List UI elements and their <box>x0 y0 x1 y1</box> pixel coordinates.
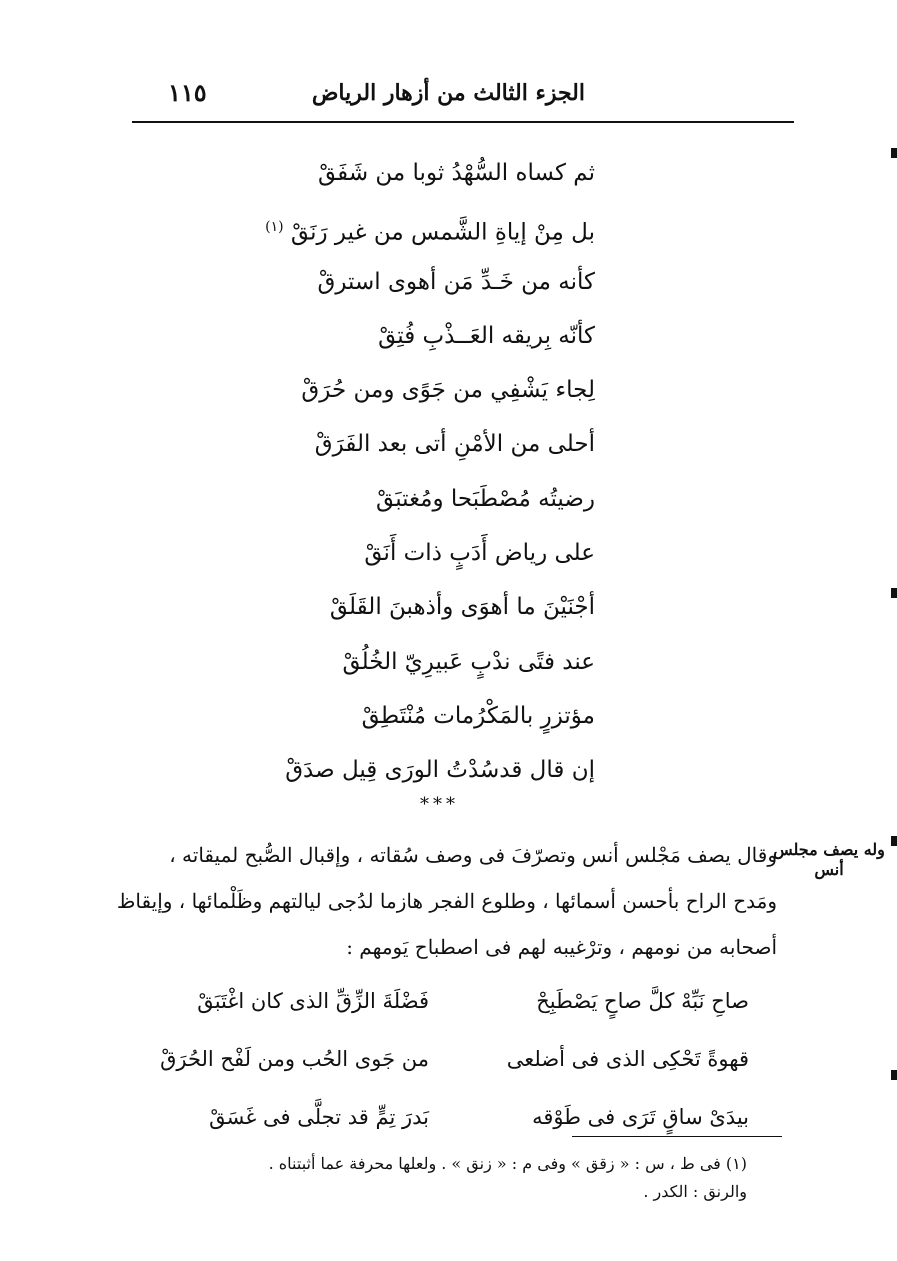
couplet <box>149 1030 749 1088</box>
couplet <box>149 972 749 1030</box>
second-hemistich: فَضْلَةَ الزِّقِّ الذى كان اغْتَبَقْ <box>197 989 429 1013</box>
footnote-line: (١) فى ط ، س : « زقق » وفى م : « زنق » . ولعلها محرفة عما أثبتناه . <box>268 1154 747 1173</box>
margin-note: وله يصف مجلس أنس <box>773 840 885 879</box>
poem-line: لِجاء يَشْفِي من جَوًى ومن حُرَقْ <box>301 377 595 404</box>
poem-line: كأنه من خَـدِّ مَن أهوى استرقْ <box>317 268 595 295</box>
couplet-poem <box>149 972 749 1146</box>
couplet <box>149 1088 749 1146</box>
footnotes <box>127 1150 747 1206</box>
poem <box>265 146 595 798</box>
page-number: ١١٥ <box>168 78 207 107</box>
scan-mark <box>891 588 897 598</box>
footnote-marker: (١) <box>265 219 284 236</box>
poem-line: إن قال قدسُدْتُ الورَى قِيل صدَقْ <box>285 757 595 784</box>
second-hemistich: من جَوى الحُب ومن لَفْح الحُرَقْ <box>160 1047 429 1071</box>
poem-line: رضيتُه مُصْطَبَحا ومُغتبَقْ <box>376 485 595 512</box>
header-rule <box>132 121 794 123</box>
poem-line: كأنّه بِريقه العَــذْبِ فُتِقْ <box>378 322 595 349</box>
prose-paragraph <box>116 832 777 970</box>
scan-mark <box>891 148 897 158</box>
scan-mark <box>891 836 897 846</box>
poem-line-with-footnote <box>265 200 595 254</box>
section-separator: *** <box>420 794 459 815</box>
poem-line-text: بل مِنْ إياةِ الشَّمس من غير رَنَقْ <box>290 219 595 246</box>
prose-line: أصحابه من نومهم ، وترْغيبه لهم فى اصطباح يَومهم : <box>346 935 777 959</box>
poem-line: مؤتزرٍ بالمَكْرُمات مُنْتَطِقْ <box>361 702 595 729</box>
footnote-rule <box>572 1136 782 1137</box>
poem-line: أحلى من الأمْنِ أتى بعد الفَرَقْ <box>314 431 595 458</box>
prose-line: وقال يصف مَجْلس أنس وتصرّفَ فى وصف سُقاته ، وإقبال الصُّبح لميقاته ، <box>169 843 777 867</box>
second-hemistich: بَدرَ تِمٍّ قد تجلَّى فى غَسَقْ <box>209 1105 429 1129</box>
first-hemistich: قهوةً تَحْكِى الذى فى أضلعى <box>506 1047 749 1071</box>
running-header-title: الجزء الثالث من أزهار الرياض <box>311 80 585 106</box>
footnote-line: والرنق : الكدر . <box>643 1182 747 1201</box>
first-hemistich: بيدَىْ ساقٍ تَرَى فى طَوْقه <box>532 1105 749 1129</box>
prose-line: ومَدح الراح بأحسن أسمائها ، وطلوع الفجر هازما لدُجى ليالتهم وظَلْمائها ، وإيقاظ <box>116 889 777 913</box>
poem-line: ثم كساه السُّهْدُ ثوبا من شَفَقْ <box>318 160 595 186</box>
poem-line: على رياض أَدَبٍ ذات أَنَقْ <box>364 540 595 567</box>
scan-mark <box>891 1070 897 1080</box>
poem-line: أجْنَيْنَ ما أهوَى وأذهبنَ القَلَقْ <box>329 594 595 621</box>
first-hemistich: صاحِ نَبِّهْ كلَّ صاحٍ يَصْطَبِحْ <box>536 989 749 1013</box>
poem-line: عند فتًى ندْبٍ عَبيرِيّ الخُلُقْ <box>342 648 595 675</box>
